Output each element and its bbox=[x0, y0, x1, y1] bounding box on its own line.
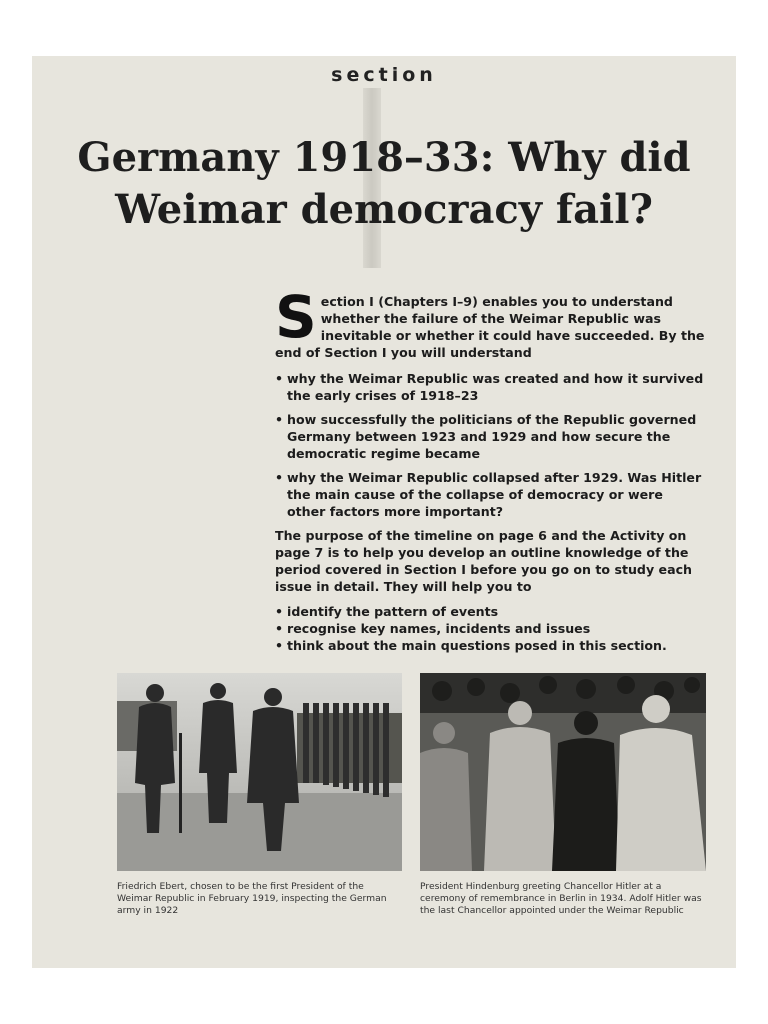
list-item: • why the Weimar Republic was created and how it survived the early crises of 1918–23 bbox=[275, 370, 705, 404]
caption-left: Friedrich Ebert, chosen to be the first President of the Weimar Republic in February 1919, inspecting the German army in 1922 bbox=[117, 881, 387, 916]
section-label: section bbox=[331, 64, 437, 86]
book-page bbox=[32, 56, 736, 968]
skills-list bbox=[275, 603, 705, 654]
learning-outcomes-list bbox=[275, 370, 705, 520]
intro-paragraph bbox=[275, 283, 705, 361]
caption-right: President Hindenburg greeting Chancellor Hitler at a ceremony of remembrance in Berlin in 1934. Adolf Hitler was the last Chancellor appointed under the Weimar Republic bbox=[420, 881, 702, 916]
title-line-2: Weimar democracy fail? bbox=[115, 186, 653, 233]
intro-text: ection I (Chapters I–9) enables you to understand whether the failure of the Weimar Republic was inevitable or whether it could have succeeded. By the end of Section I you will understand bbox=[275, 294, 705, 360]
ebert-inspection-photo bbox=[117, 673, 402, 871]
hindenburg-hitler-photo bbox=[420, 673, 706, 871]
purpose-paragraph: The purpose of the timeline on page 6 and the Activity on page 7 is to help you develop an outline knowledge of the period covered in Section I before you go on to study each issue in detail. They will help you to bbox=[275, 528, 693, 594]
list-item: • identify the pattern of events bbox=[275, 603, 705, 620]
list-item: • think about the main questions posed in this section. bbox=[275, 637, 705, 654]
list-item: • recognise key names, incidents and issues bbox=[275, 620, 705, 637]
body-text bbox=[275, 283, 705, 654]
drop-cap: S bbox=[275, 283, 317, 351]
title-line-1: Germany 1918–33: Why did bbox=[77, 134, 691, 181]
list-item: • why the Weimar Republic collapsed after 1929. Was Hitler the main cause of the collapse of democracy or were other factors more important? bbox=[275, 469, 705, 520]
page-title bbox=[32, 132, 736, 236]
list-item: • how successfully the politicians of the Republic governed Germany between 1923 and 1929 and how secure the democratic regime became bbox=[275, 411, 705, 462]
